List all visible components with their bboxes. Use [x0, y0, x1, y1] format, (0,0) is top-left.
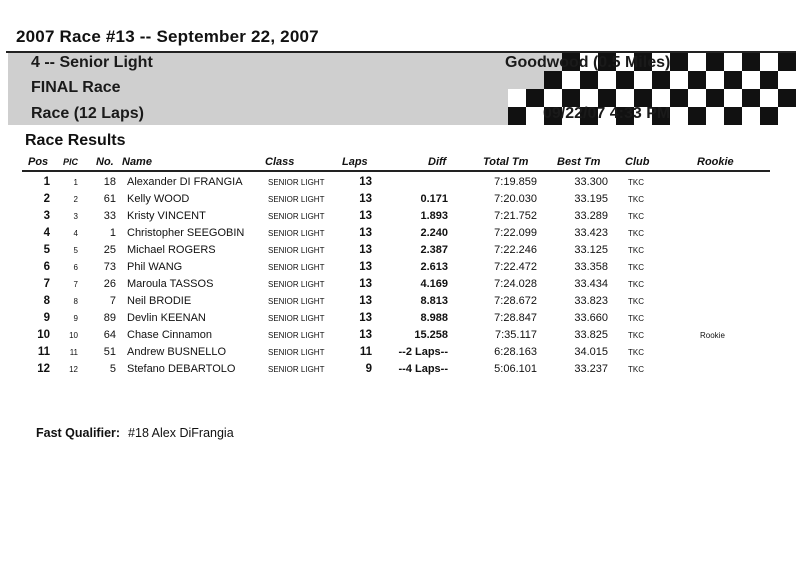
- cell-pic: 6: [73, 263, 78, 272]
- cell-name: Stefano DEBARTOLO: [127, 363, 236, 375]
- col-diff: Diff: [428, 156, 447, 168]
- cell-diff: 0.171: [420, 193, 448, 205]
- cell-best: 33.358: [574, 261, 608, 273]
- cell-no: 1: [109, 227, 116, 239]
- cell-laps: 11: [359, 346, 372, 358]
- cell-total: 7:24.028: [494, 278, 537, 290]
- cell-diff: 4.169: [420, 278, 448, 290]
- table-row: [0, 242, 800, 259]
- cell-best: 33.423: [574, 227, 608, 239]
- cell-class: SENIOR LIGHT: [268, 178, 325, 187]
- cell-club: TKC: [628, 297, 644, 306]
- cell-pos: 12: [37, 363, 50, 375]
- cell-diff: 2.387: [420, 244, 448, 256]
- cell-diff: 2.240: [420, 227, 448, 239]
- cell-diff: --2 Laps--: [398, 346, 448, 358]
- cell-name: Kristy VINCENT: [127, 210, 206, 222]
- race-datetime: 09/22/07 4:33 PM: [543, 105, 671, 122]
- table-row: [0, 276, 800, 293]
- cell-class: SENIOR LIGHT: [268, 297, 325, 306]
- cell-diff: 8.988: [420, 312, 448, 324]
- cell-name: Neil BRODIE: [127, 295, 192, 307]
- cell-club: TKC: [628, 263, 644, 272]
- col-no: No.: [96, 156, 114, 168]
- cell-name: Alexander DI FRANGIA: [127, 176, 243, 188]
- cell-club: TKC: [628, 246, 644, 255]
- table-row: [0, 310, 800, 327]
- cell-name: Kelly WOOD: [127, 193, 190, 205]
- cell-best: 33.125: [574, 244, 608, 256]
- cell-no: 33: [103, 210, 116, 222]
- cell-club: TKC: [628, 331, 644, 340]
- section-title: Race Results: [25, 132, 126, 149]
- table-row: [0, 344, 800, 361]
- cell-no: 61: [103, 193, 116, 205]
- race-info-banner: [8, 53, 796, 125]
- cell-laps: 13: [359, 295, 372, 307]
- cell-pos: 5: [43, 244, 50, 256]
- cell-total: 7:35.117: [494, 329, 537, 341]
- cell-pos: 4: [43, 227, 50, 239]
- cell-class: SENIOR LIGHT: [268, 263, 325, 272]
- cell-best: 33.825: [574, 329, 608, 341]
- cell-laps: 13: [359, 329, 372, 341]
- cell-laps: 13: [359, 176, 372, 188]
- cell-best: 33.237: [574, 363, 608, 375]
- cell-club: TKC: [628, 178, 644, 187]
- cell-no: 51: [103, 346, 116, 358]
- cell-name: Chase Cinnamon: [127, 329, 212, 341]
- cell-laps: 13: [359, 244, 372, 256]
- cell-total: 7:19.859: [494, 176, 537, 188]
- table-row: [0, 191, 800, 208]
- cell-total: 7:22.246: [494, 244, 537, 256]
- cell-pos: 1: [43, 176, 50, 188]
- cell-diff: --4 Laps--: [398, 363, 448, 375]
- cell-laps: 13: [359, 261, 372, 273]
- cell-best: 33.434: [574, 278, 608, 290]
- cell-class: SENIOR LIGHT: [268, 280, 325, 289]
- cell-pic: 11: [69, 348, 78, 357]
- cell-class: SENIOR LIGHT: [268, 314, 325, 323]
- cell-no: 7: [109, 295, 116, 307]
- cell-pic: 3: [73, 212, 78, 221]
- cell-pos: 6: [43, 261, 50, 273]
- cell-pic: 7: [73, 280, 78, 289]
- cell-laps: 13: [359, 227, 372, 239]
- results-table-header: [0, 156, 800, 170]
- cell-pos: 9: [43, 312, 50, 324]
- cell-name: Phil WANG: [127, 261, 183, 273]
- cell-club: TKC: [628, 212, 644, 221]
- cell-class: SENIOR LIGHT: [268, 212, 325, 221]
- results-table-body: [0, 174, 800, 378]
- cell-no: 26: [103, 278, 116, 290]
- table-row: [0, 293, 800, 310]
- fast-qualifier-label: Fast Qualifier:: [36, 426, 121, 440]
- cell-pos: 7: [43, 278, 50, 290]
- cell-diff: 15.258: [414, 329, 448, 341]
- cell-diff: 2.613: [420, 261, 448, 273]
- col-pic: PIC: [63, 157, 79, 167]
- cell-laps: 13: [359, 312, 372, 324]
- cell-pic: 10: [69, 331, 78, 340]
- cell-diff: 8.813: [420, 295, 448, 307]
- table-row: [0, 208, 800, 225]
- cell-club: TKC: [628, 314, 644, 323]
- cell-name: Maroula TASSOS: [127, 278, 214, 290]
- cell-pic: 1: [73, 178, 78, 187]
- cell-total: 7:22.099: [494, 227, 537, 239]
- cell-no: 73: [103, 261, 116, 273]
- cell-best: 33.660: [574, 312, 608, 324]
- track-name: Goodwood (0.5 Miles): [505, 54, 671, 71]
- cell-no: 25: [103, 244, 116, 256]
- col-class: Class: [265, 156, 295, 168]
- cell-name: Devlin KEENAN: [127, 312, 206, 324]
- col-total-time: Total Tm: [483, 156, 529, 168]
- cell-class: SENIOR LIGHT: [268, 348, 325, 357]
- col-rookie: Rookie: [697, 156, 734, 168]
- cell-class: SENIOR LIGHT: [268, 331, 325, 340]
- race-length-heading: Race (12 Laps): [31, 105, 144, 122]
- table-row: [0, 225, 800, 242]
- cell-total: 7:28.847: [494, 312, 537, 324]
- cell-no: 89: [103, 312, 116, 324]
- cell-best: 33.289: [574, 210, 608, 222]
- cell-pic: 4: [73, 229, 78, 238]
- cell-class: SENIOR LIGHT: [268, 195, 325, 204]
- cell-best: 33.300: [574, 176, 608, 188]
- table-row: [0, 327, 800, 344]
- cell-pos: 10: [37, 329, 50, 341]
- cell-total: 7:28.672: [494, 295, 537, 307]
- cell-best: 34.015: [574, 346, 608, 358]
- col-pos: Pos: [28, 156, 49, 168]
- cell-pic: 5: [73, 246, 78, 255]
- col-laps: Laps: [342, 156, 368, 168]
- cell-pos: 3: [43, 210, 50, 222]
- cell-best: 33.195: [574, 193, 608, 205]
- session-heading: FINAL Race: [31, 79, 121, 96]
- cell-class: SENIOR LIGHT: [268, 365, 325, 374]
- cell-club: TKC: [628, 195, 644, 204]
- fast-qualifier-value: #18 Alex DiFrangia: [128, 426, 234, 440]
- cell-no: 64: [103, 329, 116, 341]
- cell-class: SENIOR LIGHT: [268, 246, 325, 255]
- cell-diff: 1.893: [420, 210, 448, 222]
- cell-total: 7:21.752: [494, 210, 537, 222]
- cell-club: TKC: [628, 229, 644, 238]
- fast-qualifier: [36, 426, 234, 440]
- cell-name: Andrew BUSNELLO: [127, 346, 227, 358]
- cell-pic: 12: [69, 365, 78, 374]
- cell-total: 7:20.030: [494, 193, 537, 205]
- table-row: [0, 174, 800, 191]
- class-heading: 4 -- Senior Light: [31, 54, 153, 71]
- col-best-time: Best Tm: [557, 156, 601, 168]
- cell-club: TKC: [628, 280, 644, 289]
- cell-rookie: Rookie: [700, 331, 725, 340]
- cell-name: Michael ROGERS: [127, 244, 216, 256]
- cell-club: TKC: [628, 348, 644, 357]
- cell-pos: 11: [37, 346, 50, 358]
- cell-pos: 8: [43, 295, 50, 307]
- cell-pos: 2: [43, 193, 50, 205]
- cell-laps: 9: [365, 363, 372, 375]
- table-row: [0, 361, 800, 378]
- cell-pic: 2: [73, 195, 78, 204]
- cell-total: 5:06.101: [494, 363, 537, 375]
- col-club: Club: [625, 156, 650, 168]
- cell-name: Christopher SEEGOBIN: [127, 227, 245, 239]
- table-row: [0, 259, 800, 276]
- cell-no: 18: [103, 176, 116, 188]
- cell-class: SENIOR LIGHT: [268, 229, 325, 238]
- cell-total: 7:22.472: [494, 261, 537, 273]
- header-divider: [22, 170, 770, 172]
- cell-laps: 13: [359, 278, 372, 290]
- cell-pic: 9: [73, 314, 78, 323]
- cell-total: 6:28.163: [494, 346, 537, 358]
- cell-club: TKC: [628, 365, 644, 374]
- cell-laps: 13: [359, 210, 372, 222]
- cell-laps: 13: [359, 193, 372, 205]
- page-title: 2007 Race #13 -- September 22, 2007: [16, 27, 319, 46]
- cell-best: 33.823: [574, 295, 608, 307]
- cell-pic: 8: [73, 297, 78, 306]
- cell-no: 5: [109, 363, 116, 375]
- col-name: Name: [122, 156, 152, 168]
